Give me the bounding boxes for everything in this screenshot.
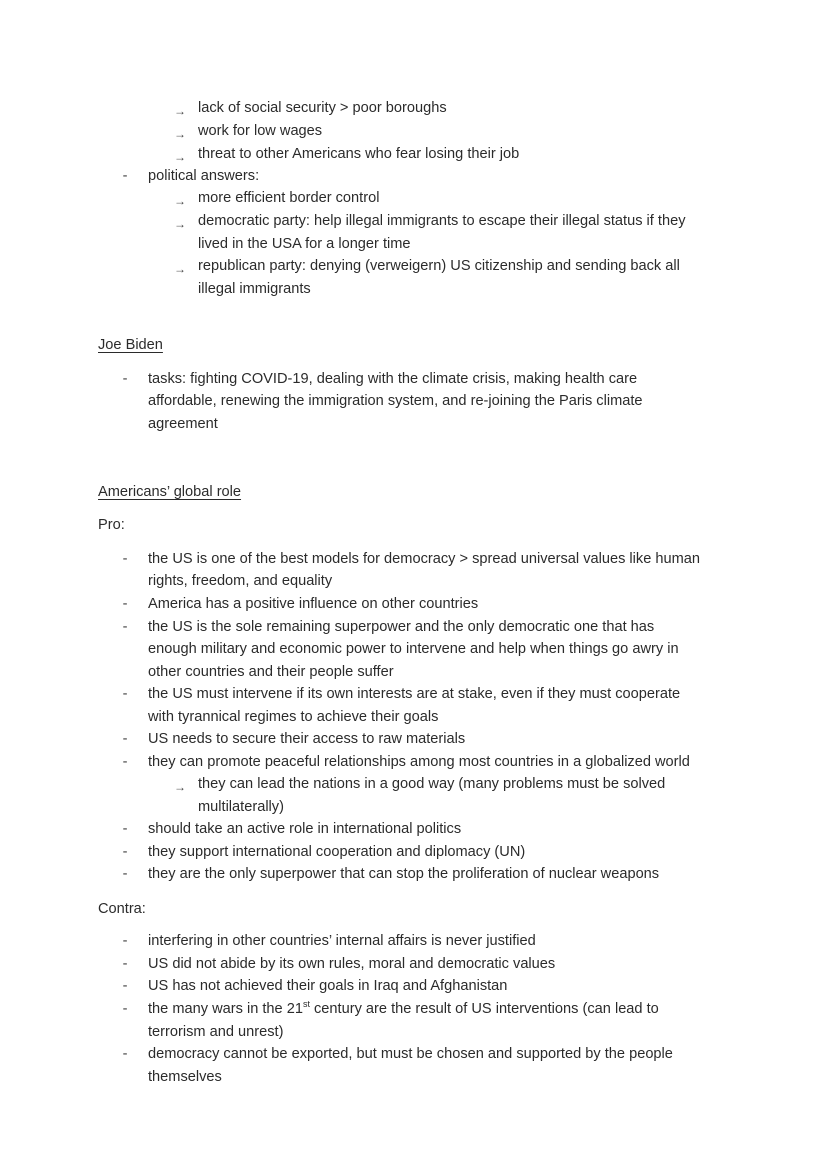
contra-label: Contra: (98, 901, 146, 917)
dash-bullet: - (122, 821, 128, 837)
dash-bullet: - (122, 933, 128, 949)
political-answer-text: more efficient border control (198, 190, 380, 206)
sub-item-text: lack of social security > poor boroughs (198, 100, 447, 116)
pro-item-text: should take an active role in international politics (148, 821, 462, 837)
dash-bullet: - (122, 168, 128, 184)
global-role-heading: Americans’ global role (98, 484, 242, 500)
political-answer-text: illegal immigrants (198, 281, 311, 297)
dash-bullet: - (122, 371, 128, 387)
contra-item-text: democracy cannot be exported, but must be chosen and supported by the people (148, 1046, 673, 1062)
pro-item-text: they can promote peaceful relationships among most countries in a globalized world (148, 754, 690, 770)
pro-item-text: America has a positive influence on other countries (148, 596, 479, 612)
pro-item-text: they support international cooperation and diplomacy (UN) (148, 844, 526, 860)
political-answer-text: democratic party: help illegal immigrants to escape their illegal status if they (198, 213, 686, 229)
contra-item-text: US did not abide by its own rules, moral and democratic values (148, 956, 556, 972)
arrow-bullet: → (174, 194, 186, 208)
arrow-bullet: → (174, 104, 186, 118)
contra-item-text: interfering in other countries’ internal affairs is never justified (148, 933, 536, 949)
pro-item-text: the US is the sole remaining superpower and the only democratic one that has (148, 619, 655, 635)
dash-bullet: - (122, 551, 128, 567)
dash-bullet: - (122, 619, 128, 635)
dash-bullet: - (122, 1001, 128, 1017)
contra-wars-prefix: the many wars in the 21 (148, 1001, 303, 1017)
pro-item-text: rights, freedom, and equality (148, 573, 333, 589)
contra-item-text: themselves (148, 1069, 222, 1085)
sub-item-text: threat to other Americans who fear losing their job (198, 146, 520, 162)
arrow-bullet: → (174, 150, 186, 164)
pro-item-text: with tyrannical regimes to achieve their goals (148, 709, 439, 725)
pro-item-text: the US must intervene if its own interests are at stake, even if they must cooperate (148, 686, 681, 702)
biden-task-text: agreement (148, 416, 218, 432)
arrow-bullet: → (174, 262, 186, 276)
dash-bullet: - (122, 978, 128, 994)
pro-item-text: enough military and economic power to intervene and help when things go awry in (148, 641, 679, 657)
pro-sub-item-text: multilaterally) (198, 799, 284, 815)
political-answer-text: lived in the USA for a longer time (198, 236, 411, 252)
dash-bullet: - (122, 866, 128, 882)
contra-wars-suffix: century are the result of US interventions (can lead to (309, 1001, 659, 1017)
ordinal-superscript: st (302, 999, 310, 1009)
dash-bullet: - (122, 596, 128, 612)
contra-item-text: US has not achieved their goals in Iraq and Afghanistan (148, 978, 508, 994)
arrow-bullet: → (174, 217, 186, 231)
pro-item-text: the US is one of the best models for democracy > spread universal values like human (148, 551, 701, 567)
contra-item-text: terrorism and unrest) (148, 1024, 284, 1040)
sub-item-text: work for low wages (198, 123, 323, 139)
pro-item-text: other countries and their people suffer (148, 664, 394, 680)
arrow-bullet: → (174, 780, 186, 794)
biden-task-text: tasks: fighting COVID-19, dealing with the climate crisis, making health care (148, 371, 638, 387)
dash-bullet: - (122, 754, 128, 770)
dash-bullet: - (122, 686, 128, 702)
dash-bullet: - (122, 956, 128, 972)
pro-item-text: US needs to secure their access to raw materials (148, 731, 466, 747)
dash-bullet: - (122, 844, 128, 860)
dash-bullet: - (122, 1046, 128, 1062)
pro-label: Pro: (98, 517, 125, 533)
pro-sub-item-text: they can lead the nations in a good way (many problems must be solved (198, 776, 666, 792)
political-answer-text: republican party: denying (verweigern) US citizenship and sending back all (198, 258, 680, 274)
biden-task-text: affordable, renewing the immigration system, and re-joining the Paris climate (148, 393, 643, 409)
dash-bullet: - (122, 731, 128, 747)
pro-item-text: they are the only superpower that can stop the proliferation of nuclear weapons (148, 866, 660, 882)
joe-biden-heading: Joe Biden (98, 337, 163, 353)
contra-wars-line (148, 998, 659, 1021)
arrow-bullet: → (174, 127, 186, 141)
political-answers-label: political answers: (148, 168, 260, 184)
